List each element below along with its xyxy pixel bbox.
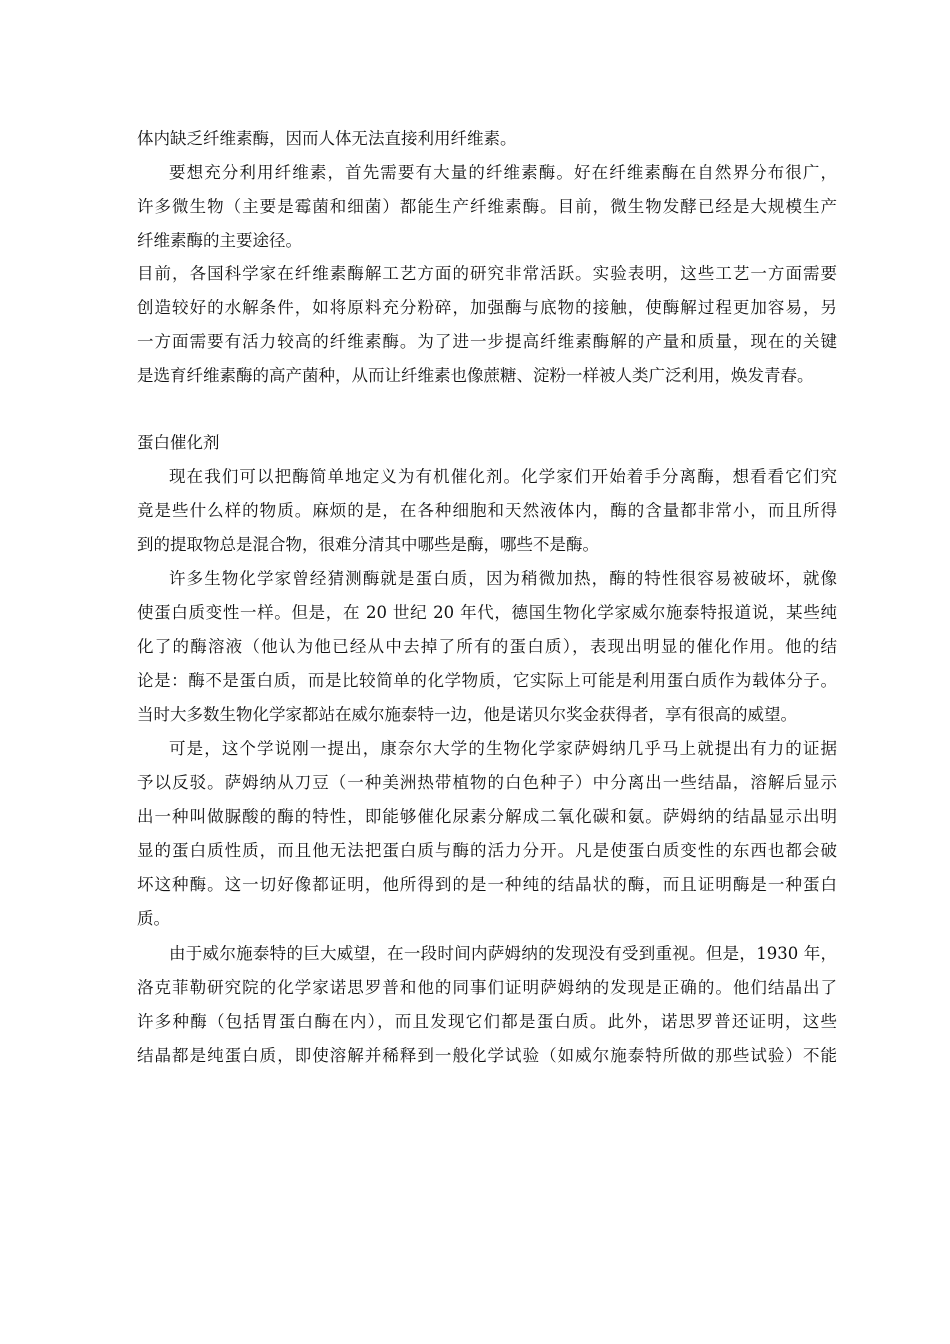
text-line: 是选育纤维素酶的高产菌种，从而让纤维素也像蔗糖、淀粉一样被人类广泛利用，焕发青春。 [137,366,814,385]
text-line: 体内缺乏纤维素酶，因而人体无法直接利用纤维素。 [137,129,517,148]
text-line: 使蛋白质变性一样。但是，在 20 世纪 20 年代，德国生物化学家威尔施泰特报道说，某些纯 [137,603,837,622]
text-line: 予以反驳。萨姆纳从刀豆（一种美洲热带植物的白色种子）中分离出一些结晶，溶解后显示 [137,773,837,792]
text-line: 创造较好的水解条件，如将原料充分粉碎，加强酶与底物的接触，使酶解过程更加容易，另 [137,298,837,317]
text-line: 许多生物化学家曾经猜测酶就是蛋白质，因为稍微加热，酶的特性很容易被破坏，就像 [169,569,837,588]
text-line: 结晶都是纯蛋白质，即使溶解并稀释到一般化学试验（如威尔施泰特所做的那些试验）不能 [137,1046,837,1065]
text-line: 竟是些什么样的物质。麻烦的是，在各种细胞和天然液体内，酶的含量都非常小，而且所得 [137,501,837,520]
text-line: 出一种叫做脲酸的酶的特性，即能够催化尿素分解成二氧化碳和氨。萨姆纳的结晶显示出明 [137,807,837,826]
text-line: 坏这种酶。这一切好像都证明，他所得到的是一种纯的结晶状的酶，而且证明酶是一种蛋白 [137,875,837,894]
text-line: 由于威尔施泰特的巨大威望，在一段时间内萨姆纳的发现没有受到重视。但是，1930 年， [169,944,837,963]
text-line: 目前，各国科学家在纤维素酶解工艺方面的研究非常活跃。实验表明，这些工艺一方面需要 [137,264,837,283]
text-line: 显的蛋白质性质，而且他无法把蛋白质与酶的活力分开。凡是使蛋白质变性的东西也都会破 [137,841,837,860]
text-line: 可是，这个学说刚一提出，康奈尔大学的生物化学家萨姆纳几乎马上就提出有力的证据 [169,739,837,758]
text-line: 当时大多数生物化学家都站在威尔施泰特一边，他是诺贝尔奖金获得者，享有很高的威望。 [137,705,797,724]
text-line: 纤维素酶的主要途径。 [137,231,302,250]
section-heading: 蛋白催化剂 [137,433,220,452]
text-line: 许多种酶（包括胃蛋白酶在内），而且发现它们都是蛋白质。此外，诺思罗普还证明，这些 [137,1012,837,1031]
text-line: 洛克菲勒研究院的化学家诺思罗普和他的同事们证明萨姆纳的发现是正确的。他们结晶出了 [137,978,837,997]
text-line: 化了的酶溶液（他认为他已经从中去掉了所有的蛋白质），表现出明显的催化作用。他的结 [137,637,837,656]
text-line: 要想充分利用纤维素，首先需要有大量的纤维素酶。好在纤维素酶在自然界分布很广， [169,163,837,182]
text-line: 论是：酶不是蛋白质，而是比较简单的化学物质，它实际上可能是利用蛋白质作为载体分子。 [137,671,837,690]
text-line: 现在我们可以把酶简单地定义为有机催化剂。化学家们开始着手分离酶，想看看它们究 [169,467,837,486]
text-line: 一方面需要有活力较高的纤维素酶。为了进一步提高纤维素酶解的产量和质量，现在的关键 [137,332,837,351]
text-line: 到的提取物总是混合物，很难分清其中哪些是酶，哪些不是酶。 [137,535,599,554]
text-line: 质。 [137,909,170,928]
text-line: 许多微生物（主要是霉菌和细菌）都能生产纤维素酶。目前，微生物发酵已经是大规模生产 [137,197,837,216]
